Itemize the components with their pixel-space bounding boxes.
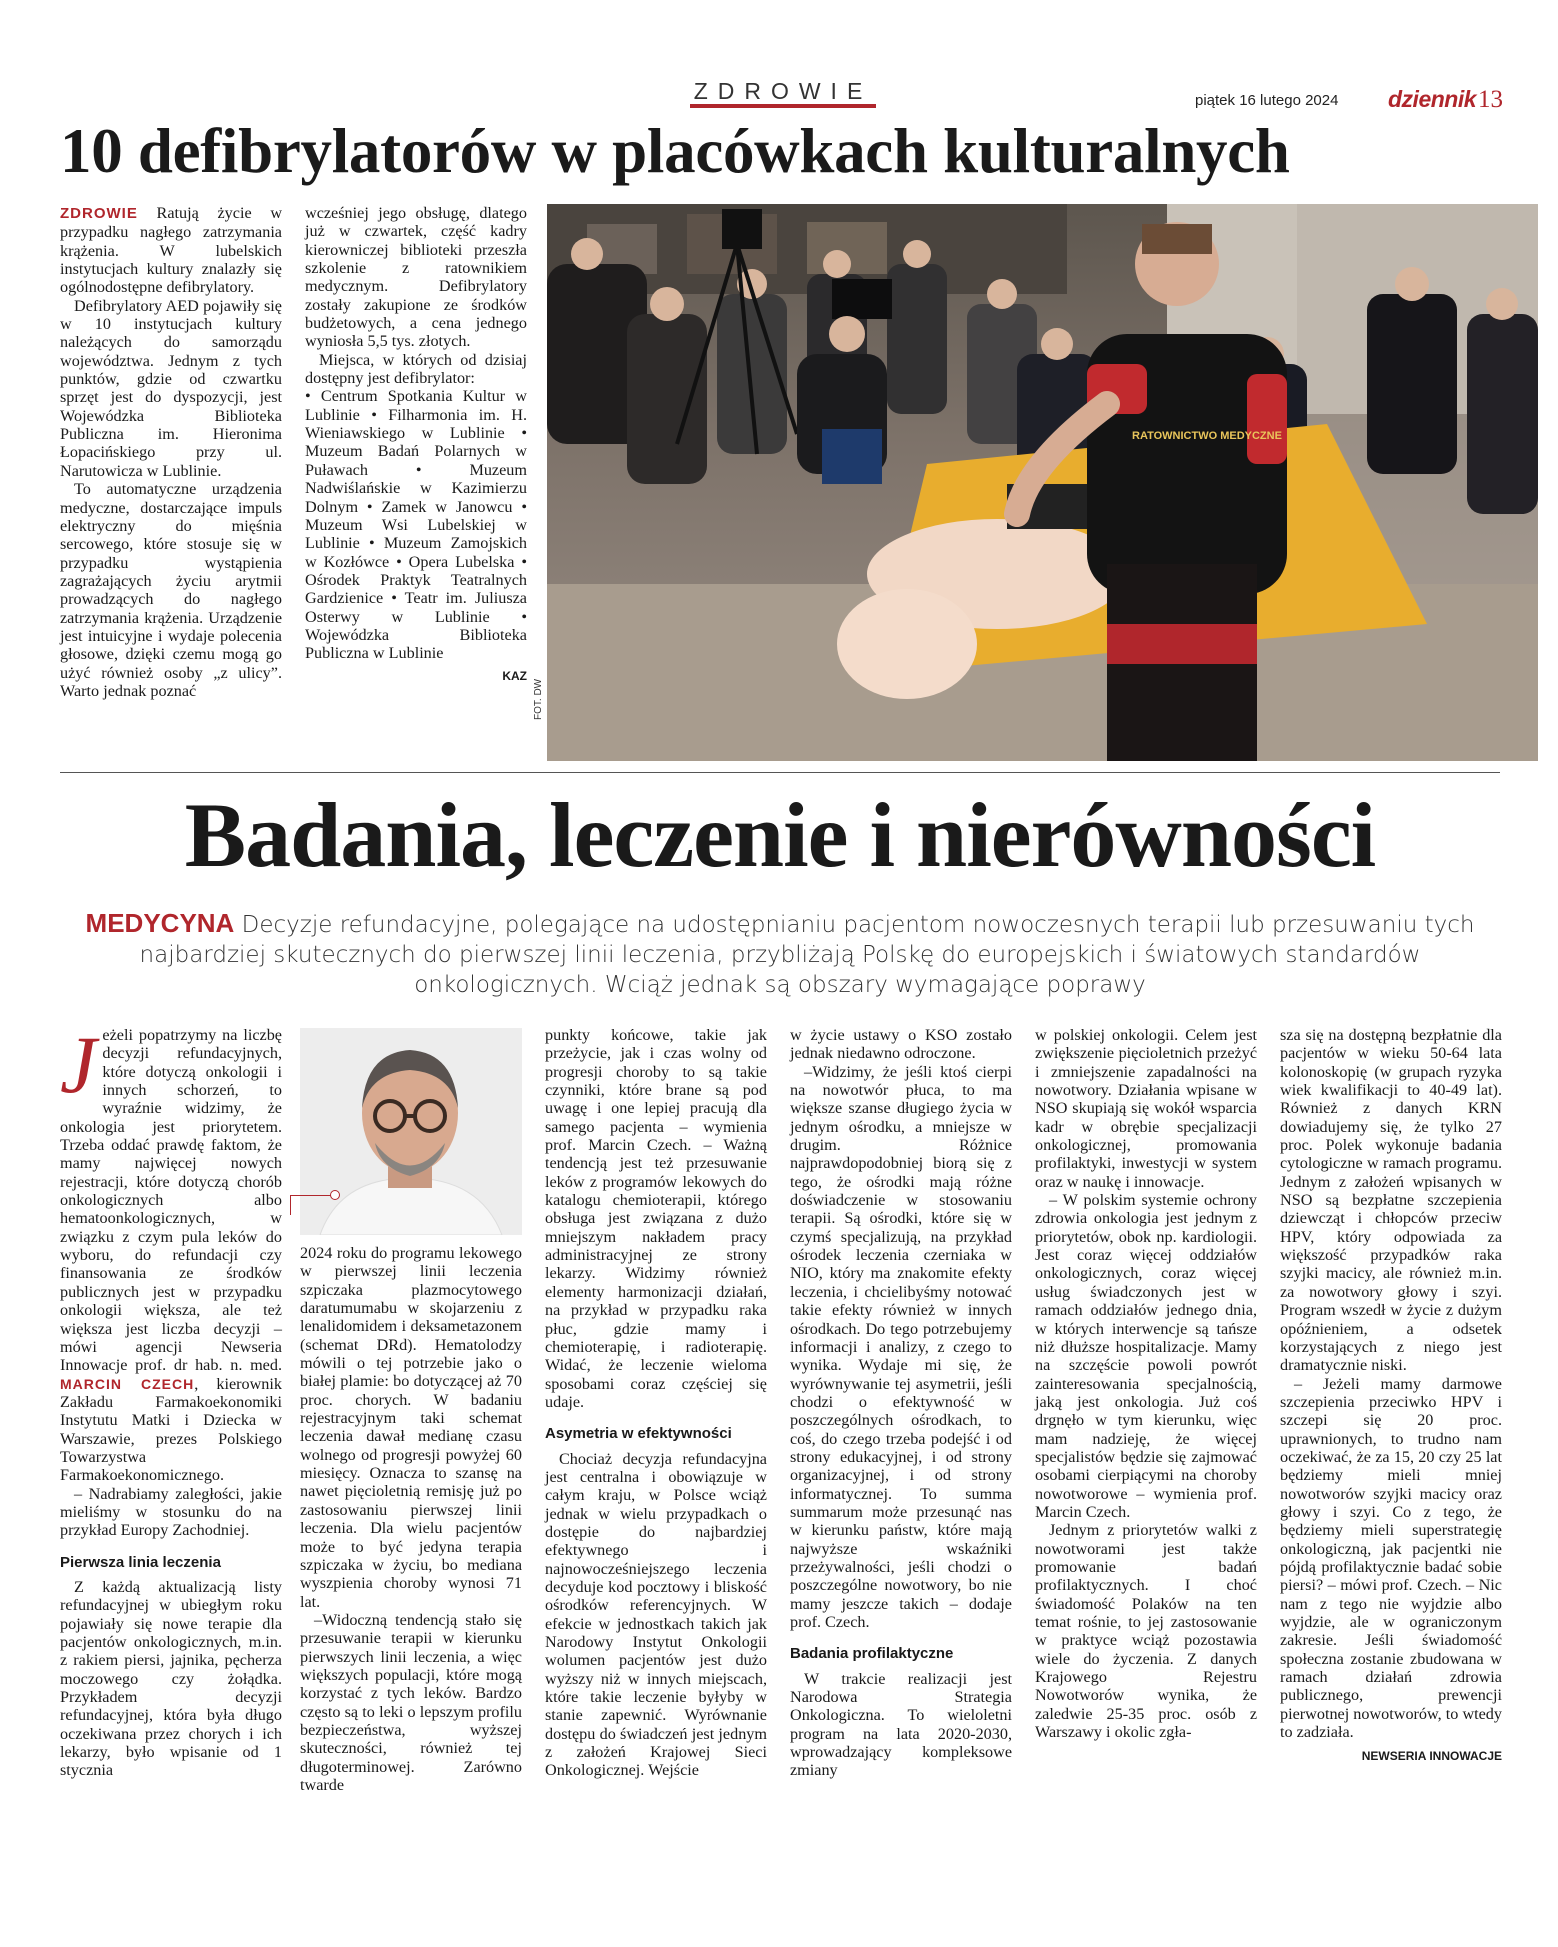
article2-paragraph: – Jeżeli mamy darmowe szczepienia przeciwko HPV i szczepi się 20 proc. uprawnionych, to trudno nam oczekiwać, że za 15, 20 czy 25 lat będziemy mieli mniej nowotworów szyjki macicy oraz głowy i szyi. Co z tego, że będziemy mieli superstrategię onkologiczną, jak pacjentki nie pójdą profilaktycznie badać sobie piersi? – mówi prof. Czech. – Nic nam z tego nie wyjdzie albo wyjdzie, ale w ograniczonym zakresie. Jeśli świadomość społeczna zostanie zbudowana w ramach działań zdrowia publicznego, prewencji pierwotnej nowotworów, to wtedy to zadziała. <box>1280 1374 1502 1742</box>
section-underline <box>690 104 876 108</box>
rescuer-shirt-text: RATOWNICTWO MEDYCZNE <box>1132 430 1282 442</box>
training-photo <box>547 204 1538 761</box>
author-initials: KAZ <box>502 668 527 683</box>
article-divider <box>60 772 1500 773</box>
article2-headline: Badania, leczenie i nierówności <box>184 784 1376 886</box>
section-label: ZDROWIE <box>693 78 873 104</box>
article2-paragraph: –Widoczną tendencją stało się przesuwanie terapii w kierunku pierwszych linii leczenia, a więc większych populacji, które mogą korzystać z tych leków. Bardzo często są to leki o lepszym profilu bezpieczeństwa, wyższej skuteczności, również tej długoterminowej. Zarówno twarde <box>300 1610 522 1794</box>
expert-portrait-illustration <box>300 1028 522 1235</box>
article2-paragraph: Z każdą aktualizacją listy refundacyjnej w ubiegłym roku pojawiały się nowe terapie dla pacjentów onkologicznych, m.in. z rakiem piersi, jajnika, pęcherza moczowego czy żołądka. Przykładem decyzji refundacyjnej, która była długo oczekiwana przez chorych i ich lekarzy, było wpisanie od 1 stycznia <box>60 1577 282 1780</box>
article1-paragraph: wcześniej jego obsługę, dlatego już w czwartek, część kadry kierowniczej biblioteki przeszła szkolenie z ratownikiem medycznym. Defibrylatory zostały zakupione ze środków budżetowych, a cena jednego wyniosła 5,5 tys. złotych. <box>305 204 527 351</box>
locations-list: • Centrum Spotkania Kultur w Lublinie • Filharmonia im. H. Wieniawskiego w Lublinie • Muzeum Badań Polarnych w Puławach • Muzeum Nadwiślańskie w Kazimierzu Dolnym • Zamek w Janowcu • Muzeum Wsi Lubelskiej w Lublinie • Muzeum Zamojskich w Kozłówce • Opera Lubelska • Ośrodek Praktyk Teatralnych Gardzienice • Teatr im. Juliusza Osterwy w Lublinie • Wojewódzka Biblioteka Publiczna w Lublinie <box>305 387 527 663</box>
subheading: Pierwsza linia leczenia <box>60 1553 221 1571</box>
caption-leader-dot <box>330 1190 340 1200</box>
lead-text: Decyzje refundacyjne, polegające na udostępnianiu pacjentom nowoczesnych terapii lub przesuwaniu tych najbardziej skutecznych do pierwszej linii leczenia, przybliżają Polskę do europejskich i światowych standardów onkologicznych. Wciąż jednak są obszary wymagające poprawy <box>139 912 1475 998</box>
article1-headline: 10 defibrylatorów w placówkach kulturalnych <box>60 116 1290 186</box>
article2-column-1 <box>60 1019 282 1780</box>
caption-leader <box>290 1195 291 1215</box>
subheading: Badania profilaktyczne <box>790 1645 954 1663</box>
article2-column-6 <box>1280 1026 1502 1766</box>
brand-logo: dziennik <box>1388 86 1477 112</box>
article2-paragraph: – Nadrabiamy zaległości, jakie mieliśmy w stosunku do na przykład Europy Zachodniej. <box>60 1484 282 1540</box>
article2-paragraph: Jednym z priorytetów walki z nowotworami jest także promowanie badań profilaktycznych. I choć świadomość Polaków na ten temat rośnie, to jej zastosowanie w praktyce wciąż pozostawia wiele do życzenia. Z danych Krajowego Rejestru Nowotworów wynika, że zaledwie 25-35 proc. osób z Warszawy i okolic zgła- <box>1035 1521 1257 1742</box>
article2-lead <box>80 908 1480 1000</box>
subheading: Asymetria w efektywności <box>545 1425 732 1443</box>
source-tag: NEWSERIA INNOWACJE <box>1361 1749 1502 1764</box>
issue-date: piątek 16 lutego 2024 <box>1195 92 1339 109</box>
article2-paragraph: 2024 roku do programu lekowego w pierwszej linii leczenia szpiczaka plazmocytowego daratumumabu w skojarzeniu z lenalidomidem i deksametazonem (schemat DRd). Hematolodzy mówili o tej potrzebie jako o białej plamie: bo dotyczącej aż 70 proc. chorych. W badaniu rejestracyjnym taki schemat leczenia dawał medianę czasu wolnego od progresji powyżej 60 miesięcy. Oznacza to szansę na nawet pięcioletnią remisję już po zastosowaniu pierwszej linii leczenia. Dla wielu pacjentów może to być jedyna terapia szpiczaka w życiu, bo mediana wyszpienia choroby wynosi 71 lat. <box>300 1244 522 1611</box>
article1-column-2 <box>305 204 527 685</box>
article2-paragraph: w życie ustawy o KSO zostało jednak niedawno odroczone. <box>790 1026 1012 1063</box>
article1-paragraph: To automatyczne urządzenia medyczne, dostarczające impuls elektryczny do mięśnia sercowego, które stosuje się w przypadku wystąpienia zagrażających życiu arytmii prowadzących do nagłego zatrzymania krążenia. Urządzenie jest intuicyjne i wydaje polecenia głosowe, dzięki czemu mogą go użyć również osoby „z ulicy”. Warto jednak poznać <box>60 480 282 700</box>
article2-paragraph: – W polskim systemie ochrony zdrowia onkologia jest jednym z priorytetów, obok np. kardiologii. Jest coraz więcej oddziałów onkologicznych, coraz więcej usług świadczonych jest w ramach oddziałów jednego dnia, w których interwencje są tańsze niż dłuższe hospitalizacje. Mamy na szczęście powoli powrót zainteresowania specjalnością, jaką jest onkologia. Już coś drgnęło w tym kierunku, więc mam nadzieję, że więcej specjalistów będzie się zajmować osobami cierpiącymi na choroby nowotworowe – wymienia prof. Marcin Czech. <box>1035 1191 1257 1521</box>
training-photo-illustration <box>547 204 1538 761</box>
article2-paragraph: Jeżeli popatrzymy na liczbę decyzji refundacyjnych, które dotyczą onkologii i innych schorzeń, to wyraźnie widzimy, że onkologia jest priorytetem. Trzeba oddać prawdę faktom, że mamy najwięcej nowych rejestracji, które dotyczą chorób onkologicznych albo hematoonkologicznych, w związku z czym pula leków do wyboru, do refundacji czy finansowania ze środków publicznych jest w przypadku onkologii większa, ale też większa jest liczba decyzji – mówi agencji Newseria Innowacje prof. dr hab. n. med. MARCIN CZECH, kierownik Zakładu Farmakoekonomiki Instytutu Matki i Dziecka w Warszawie, prezes Polskiego Towarzystwa Farmakoekonomicznego. <box>60 1019 282 1485</box>
article1-column-1 <box>60 204 282 700</box>
article1-paragraph: Miejsca, w których od dzisiaj dostępny jest defibrylator: <box>305 350 527 388</box>
page-number: 13 <box>1478 86 1503 113</box>
lead-kicker: MEDYCYNA <box>85 908 235 938</box>
expert-name: MARCIN CZECH <box>60 1375 195 1392</box>
article2-paragraph: –Widzimy, że jeśli ktoś cierpi na nowotwór płuca, to ma większe szanse długiego życia w jednym ośrodku, a mniejsze w drugim. Różnice najprawdopodobniej biorą się z tego, że ośrodki mają różne doświadczenie w stosowaniu terapii. Są ośrodki, które się w czymś specjalizują, na przykład ośrodek leczenia czerniaka w NIO, który ma znakomite efekty leczenia, i chcielibyśmy notować takie efekty również w innych ośrodkach. Do tego potrzebujemy informacji i analizy, z czego to wynika. Wydaje mi się, że wyrównywanie tej asymetrii, jeśli chodzi o efektywność w poszczególnych ośrodkach, to coś, do czego trzeba podejść i od strony edukacyjnej, i od strony organizacyjnej, i od strony informatycznej. To summa summarum może przesunąć nas w kierunku państw, które mają najwyższe wskaźniki przeżywalności, jeśli chodzi o poszczególne nowotwory, bo nie mamy jeszcze takich – dodaje prof. Czech. <box>790 1062 1012 1631</box>
article2-column-3 <box>545 1026 767 1780</box>
article2-paragraph: sza się na dostępną bezpłatnie dla pacjentów w wieku 50-64 lata kolonoskopię (w grupach ryzyka wiek kwalifikacji to 40-49 lat). Również z danych KRN dowiadujemy się, że tylko 27 proc. Polek wykonuje badania cytologiczne w ramach programu. Jednym z założeń wpisanych w NSO są bezpłatne szczepienia dziewcząt i chłopców przeciw HPV, który odpowiada za większość przypadków raka szyjki macicy, ale również m.in. za nowotwory głowy i szyi. Program wszedł w życie z dużym opóźnieniem, a odsetek korzystających z niego jest dramatycznie niski. <box>1280 1026 1502 1375</box>
article2-paragraph: punkty końcowe, takie jak przeżycie, jak i czas wolny od progresji choroby to są takie czynniki, które brane są pod uwagę i one lepiej pracują dla samego pacjenta – wymienia prof. Marcin Czech. – Ważną tendencją jest też przesuwanie leków z programów lekowych do katalogu chemioterapii, którego obsługa jest związana z dużo mniejszym nakładem pracy administracyjnej ze strony lekarzy. Widzimy również elementy harmonizacji działań, na przykład w przypadku raka płuc, gdzie mamy i chemioterapię, i radioterapię. Widać, że leczenie wieloma sposobami coraz częściej się udaje. <box>545 1026 767 1411</box>
article2-paragraph: W trakcie realizacji jest Narodowa Strategia Onkologiczna. To wieloletni program na lata 2020-2030, wprowadzający kompleksowe zmiany <box>790 1669 1012 1780</box>
caption-leader <box>290 1195 335 1196</box>
drop-cap: J <box>60 1019 97 1110</box>
article1-kicker: ZDROWIE <box>60 205 138 222</box>
article2-column-5 <box>1035 1026 1257 1741</box>
article2-paragraph: w polskiej onkologii. Celem jest zwiększenie pięcioletnich przeżyć i zmniejszenie zapadalności na nowotwory. Działania wpisane w NSO skupiają się wokół wsparcia kadr w obrębie specjalizacji onkologicznej, promowania profilaktyki, inwestycji w system oraz w naukę i innowacje. <box>1035 1026 1257 1191</box>
photo-credit: FOT. DW <box>533 678 544 720</box>
article2-column-2 <box>300 1244 522 1794</box>
article2-column-4 <box>790 1026 1012 1780</box>
article1-paragraph: ZDROWIE Ratują życie w przypadku nagłego zatrzymania krążenia. W lubelskich instytucjach kultury znalazły się ogólnodostępne defibrylatory. <box>60 204 283 297</box>
article1-paragraph: Defibrylatory AED pojawiły się w 10 instytucjach kultury należących do samorządu województwa. Jednym z tych punktów, gdzie od czwartku sprzęt jest do dyspozycji, jest Wojewódzka Biblioteka Publiczna im. Hieronima Łopacińskiego przy ul. Narutowicza w Lublinie. <box>60 296 282 480</box>
expert-portrait <box>300 1028 522 1235</box>
article2-paragraph: Chociaż decyzja refundacyjna jest centralna i obowiązuje w całym kraju, w Polsce wciąż jednak w wielu przypadkach o dostępie do najbardziej efektywnego i najnowocześniejszego leczenia decyduje kod pocztowy i bliskość ośrodków referencyjnych. W efekcie w jednostkach takich jak Narodowy Instytut Onkologii wolumen pacjentów jest dużo wyższy niż w innych miejscach, które takie leczenie byłyby w stanie zapewnić. Wyrównanie dostępu do świadczeń jest jednym z założeń Krajowej Sieci Onkologicznej. Wejście <box>545 1449 767 1780</box>
